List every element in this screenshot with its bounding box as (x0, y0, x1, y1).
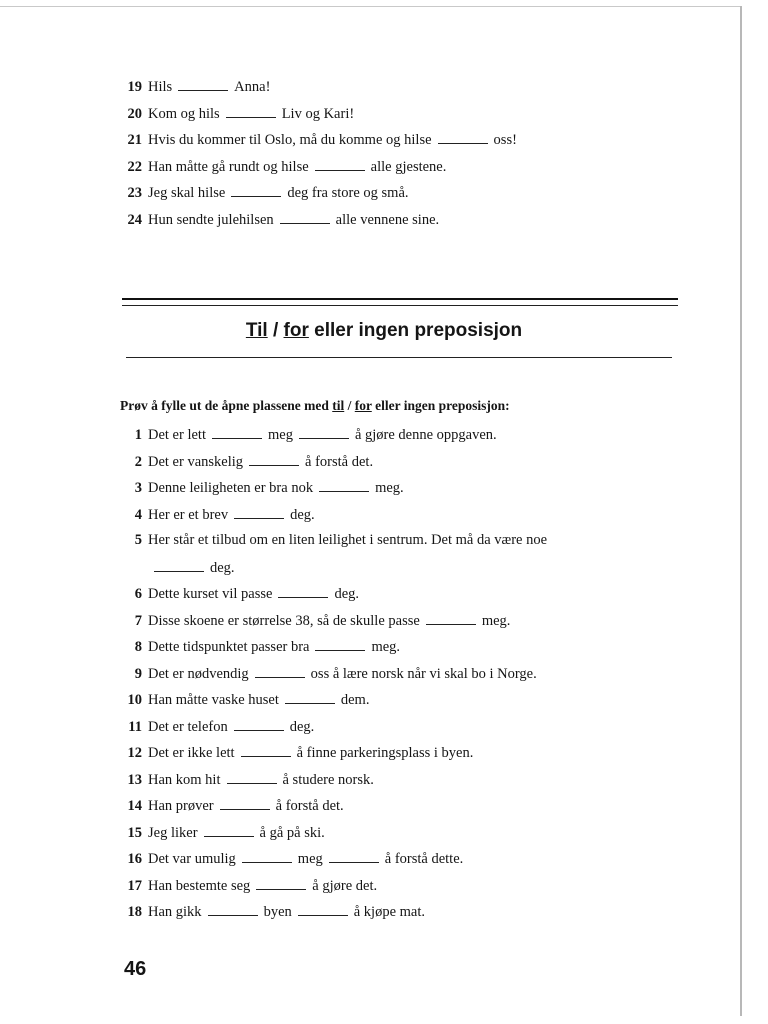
exercise-row (118, 770, 698, 789)
exercise-text: meg (267, 427, 293, 443)
answer-blank[interactable] (178, 77, 228, 91)
exercise-text: å gå på ski. (259, 824, 325, 841)
exercise-text: dem. (340, 692, 370, 708)
instruction-suffix: eller ingen preposisjon: (371, 398, 510, 413)
exercise-text: alle gjestene. (370, 158, 447, 175)
exercise-row (118, 876, 698, 895)
page-edge-top (0, 6, 742, 7)
exercise-text: Jeg liker (148, 824, 198, 841)
exercise-row (118, 425, 698, 444)
answer-blank[interactable] (249, 452, 299, 466)
section-title (0, 320, 768, 342)
exercise-text: Dette tidspunktet passer bra (148, 639, 310, 655)
exercise-number: 13 (127, 771, 142, 788)
section-title-for: for (283, 320, 309, 341)
exercise-text: Han bestemte seg (148, 877, 251, 894)
exercise-text: Hils (148, 79, 173, 95)
exercise-text: Det er ikke lett (148, 745, 235, 761)
exercise-number: 17 (127, 877, 142, 894)
exercise-text: Det var umulig (148, 851, 236, 867)
exercise-row (118, 637, 698, 656)
exercise-text: Hun sendte julehilsen (148, 211, 274, 228)
answer-blank[interactable] (426, 611, 476, 625)
exercise-number: 7 (134, 612, 142, 629)
exercise-number: 6 (134, 586, 142, 602)
instruction-prefix: Prøv å fylle ut de åpne plassene med (120, 398, 333, 413)
exercise-text: deg. (289, 718, 315, 735)
exercise-text: alle vennene sine. (335, 211, 440, 228)
exercise-row (118, 611, 698, 630)
exercise-row (118, 157, 698, 176)
answer-blank[interactable] (242, 849, 292, 863)
exercise-text: Jeg skal hilse (148, 185, 226, 201)
exercise-number: 20 (127, 105, 142, 122)
answer-blank[interactable] (255, 664, 305, 678)
exercise-text: å finne parkeringsplass i byen. (296, 745, 474, 761)
exercise-number: 9 (134, 665, 142, 682)
exercise-number: 10 (127, 692, 142, 708)
exercise-number: 15 (127, 824, 142, 841)
exercise-text: meg. (371, 639, 401, 655)
exercise-row (118, 183, 698, 202)
exercise-text: å gjøre denne oppgaven. (354, 427, 497, 443)
answer-blank[interactable] (227, 770, 277, 784)
exercise-row (118, 210, 698, 229)
exercise-row (118, 664, 698, 683)
exercise-text: Det er vanskelig (148, 453, 244, 470)
exercise-row (118, 796, 698, 815)
exercise-text: Anna! (234, 79, 271, 95)
exercise-text: meg. (481, 612, 511, 629)
answer-blank[interactable] (226, 104, 276, 118)
exercise-row (118, 717, 698, 736)
exercise-number: 8 (134, 639, 142, 655)
answer-blank[interactable] (220, 796, 270, 810)
exercise-text: Han kom hit (148, 771, 221, 788)
exercise-text: Han måtte gå rundt og hilse (148, 158, 309, 175)
exercise-row (118, 77, 698, 96)
exercise-text: deg. (210, 559, 235, 576)
section-divider-top (122, 298, 678, 300)
exercise-text: å studere norsk. (282, 771, 374, 788)
exercise-number: 23 (127, 185, 142, 201)
exercise-number: 5 (134, 532, 142, 548)
exercise-text: Kom og hils (148, 105, 220, 122)
exercise-text: Det er lett (148, 427, 206, 443)
exercise-text: Hvis du kommer til Oslo, må du komme og hilse (148, 132, 432, 148)
exercise-number: 2 (134, 453, 142, 470)
exercise-text: Han prøver (148, 798, 214, 814)
answer-blank[interactable] (234, 717, 284, 731)
answer-blank[interactable] (154, 558, 204, 572)
exercise-text: å forstå det. (275, 798, 344, 814)
exercise-text: oss! (493, 132, 517, 148)
exercise-text: meg. (375, 480, 404, 496)
instruction-slash: / (344, 398, 355, 413)
answer-blank[interactable] (204, 823, 254, 837)
exercise-number: 4 (134, 506, 142, 523)
exercise-row (118, 902, 698, 921)
exercise-number: 16 (127, 851, 142, 867)
page-number: 46 (124, 958, 147, 980)
exercise-text: deg fra store og små. (287, 185, 409, 201)
section-divider-bottom (122, 305, 678, 306)
exercise-row (118, 558, 698, 577)
answer-blank[interactable] (280, 210, 330, 224)
exercise-row (118, 743, 698, 762)
exercise-row (118, 478, 698, 497)
exercise-text: Disse skoene er størrelse 38, så de skulle passe (148, 612, 420, 629)
exercise-number: 18 (127, 904, 142, 920)
answer-blank[interactable] (241, 743, 291, 757)
exercise-number: 3 (134, 480, 142, 496)
answer-blank[interactable] (231, 183, 281, 197)
exercise-text: Dette kurset vil passe (148, 586, 273, 602)
instruction-text (120, 398, 510, 414)
answer-blank[interactable] (329, 849, 379, 863)
exercise-text: Liv og Kari! (281, 105, 355, 122)
exercise-number: 21 (127, 132, 142, 148)
answer-blank[interactable] (208, 902, 258, 916)
answer-blank[interactable] (285, 690, 335, 704)
instruction-til: til (332, 398, 345, 413)
exercise-row (118, 452, 698, 471)
exercise-text: meg (297, 851, 323, 867)
exercise-row (118, 849, 698, 868)
exercise-text: Det er telefon (148, 718, 228, 735)
exercise-text: Her er et brev (148, 506, 229, 523)
section-title-rest: eller ingen preposisjon (308, 320, 523, 341)
exercise-text: oss å lære norsk når vi skal bo i Norge. (310, 665, 537, 682)
exercise-text: Han gikk (148, 904, 202, 920)
exercise-row (118, 505, 698, 524)
exercise-text: Denne leiligheten er bra nok (148, 480, 314, 496)
exercise-text: å forstå det. (305, 453, 374, 470)
answer-blank[interactable] (212, 425, 262, 439)
exercise-row (118, 584, 698, 603)
answer-blank[interactable] (256, 876, 306, 890)
exercise-number: 1 (134, 427, 142, 443)
answer-blank[interactable] (315, 637, 365, 651)
exercise-text: Han måtte vaske huset (148, 692, 279, 708)
answer-blank[interactable] (234, 505, 284, 519)
exercise-number: 19 (127, 79, 142, 95)
exercise-row (118, 104, 698, 123)
section-title-til: Til (245, 320, 268, 341)
exercise-row (118, 531, 698, 549)
exercise-row (118, 690, 698, 709)
page-edge-right (740, 6, 742, 1016)
exercise-number: 24 (127, 211, 142, 228)
exercise-text: å gjøre det. (312, 877, 378, 894)
exercise-text: å forstå dette. (384, 851, 464, 867)
exercise-text: Det er nødvendig (148, 665, 249, 682)
answer-blank[interactable] (438, 130, 488, 144)
exercise-text: Her står et tilbud om en liten leilighet i sentrum. Det må da være noe (148, 532, 548, 548)
answer-blank[interactable] (298, 902, 348, 916)
answer-blank[interactable] (315, 157, 365, 171)
exercise-number: 11 (128, 718, 142, 735)
section-title-slash: / (267, 320, 284, 341)
answer-blank[interactable] (278, 584, 328, 598)
answer-blank[interactable] (299, 425, 349, 439)
exercise-text: byen (263, 904, 292, 920)
section-title-rule (126, 357, 672, 358)
exercise-number: 14 (127, 798, 142, 814)
answer-blank[interactable] (319, 478, 369, 492)
exercise-text: deg. (334, 586, 359, 602)
exercise-number: 12 (127, 745, 142, 761)
exercise-number: 22 (127, 158, 142, 175)
instruction-for: for (354, 398, 372, 413)
exercise-text: å kjøpe mat. (353, 904, 426, 920)
exercise-row (118, 130, 698, 149)
exercise-row (118, 823, 698, 842)
exercise-text: deg. (290, 506, 315, 523)
